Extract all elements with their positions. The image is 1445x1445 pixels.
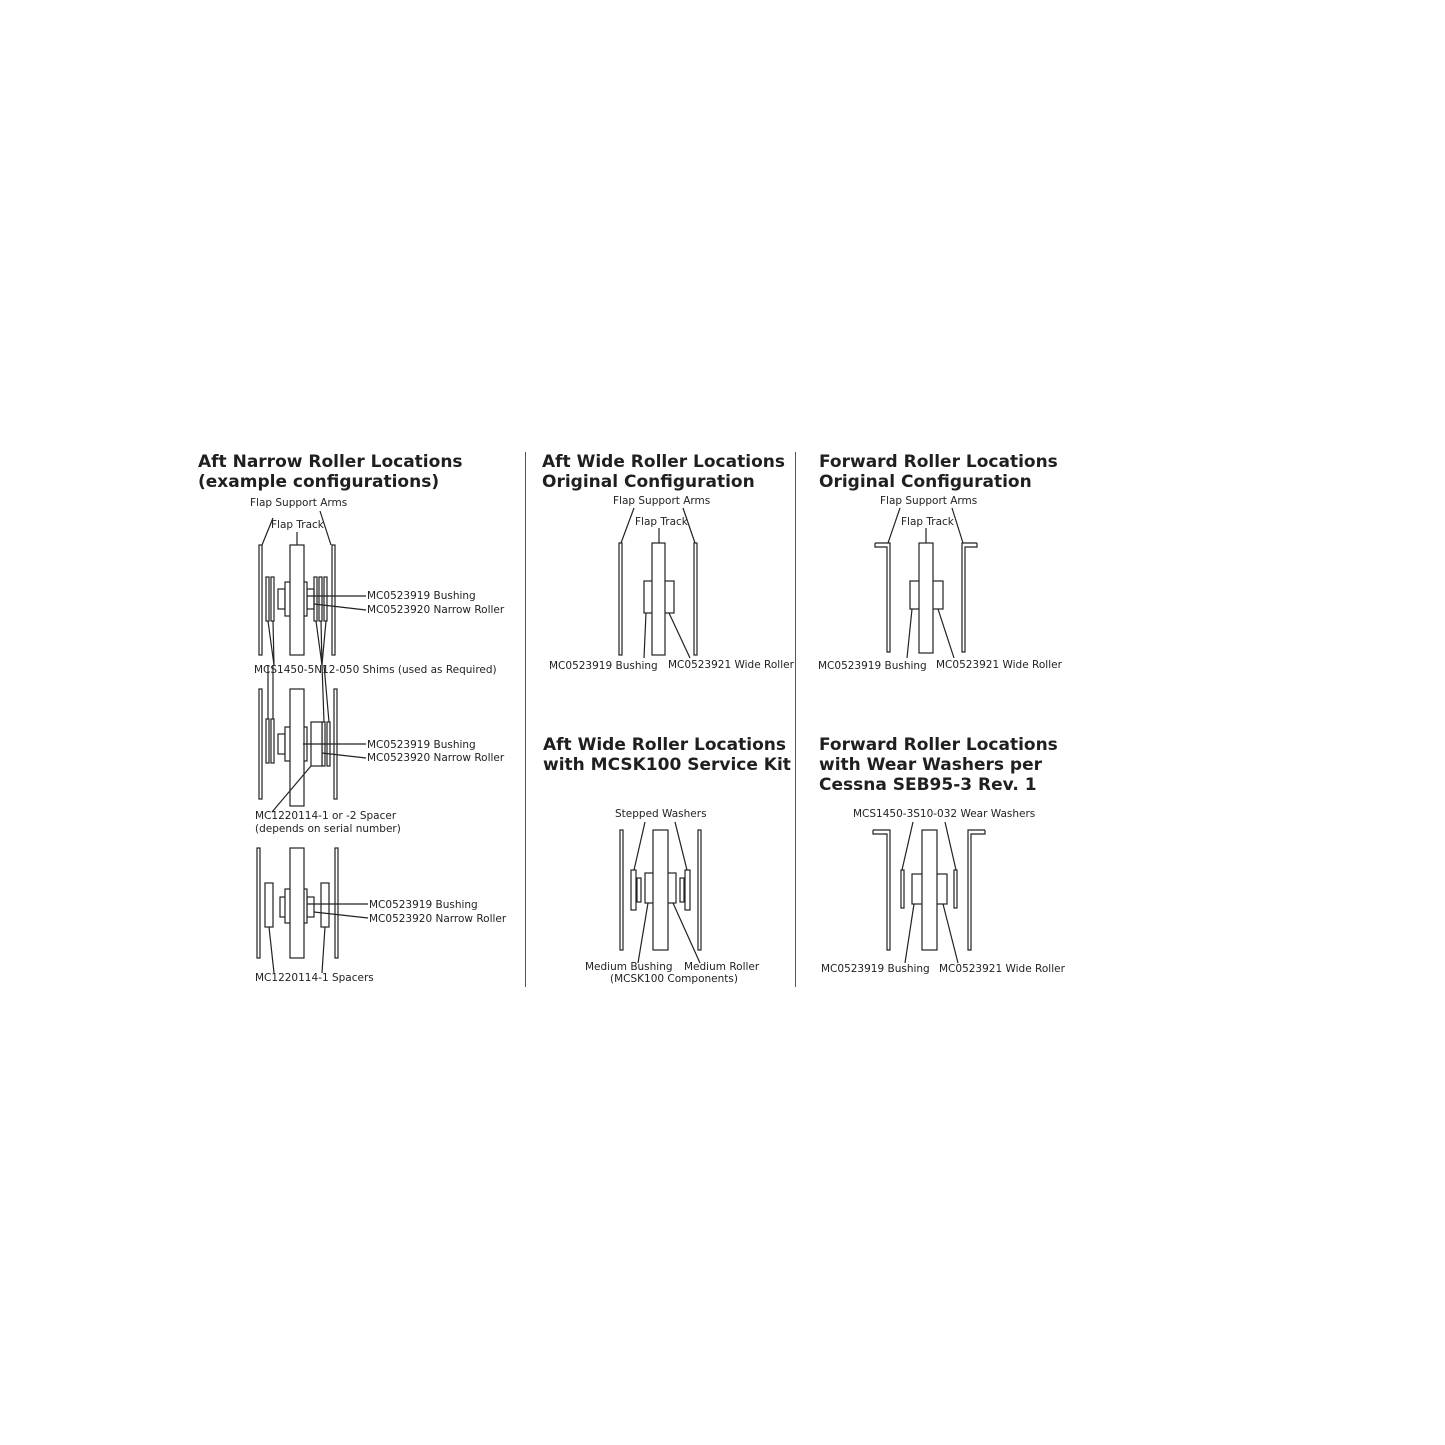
leader (943, 904, 958, 963)
label-bushing: MC0523919 Bushing (818, 660, 927, 672)
flap-support-arm-left (873, 830, 890, 950)
label-medium-bushing: Medium Bushing (585, 961, 673, 973)
forward-washers-title-line3: Cessna SEB95-3 Rev. 1 (819, 775, 1037, 795)
aft-narrow-title-line2: (example configurations) (198, 472, 440, 492)
label-flap-track: Flap Track (901, 516, 954, 528)
narrow-roller (307, 589, 314, 609)
label-bushing: MC0523919 Bushing (549, 660, 658, 672)
aft-narrow-config-2 (259, 665, 366, 812)
stepped-washer (680, 878, 684, 902)
shim (271, 577, 274, 621)
leader (269, 927, 274, 973)
shim (324, 577, 327, 621)
label-c1-bushing: MC0523919 Bushing (367, 590, 476, 602)
flap-support-arm-right (332, 545, 335, 655)
label-kit-components: (MCSK100 Components) (610, 973, 738, 985)
leader (673, 903, 700, 963)
label-wear-washers: MCS1450-3S10-032 Wear Washers (853, 808, 1036, 820)
flap-support-arm-right (968, 830, 985, 950)
aft-wide-original-title-line1: Aft Wide Roller Locations (542, 452, 785, 472)
leader (322, 621, 326, 665)
label-flap-track: Flap Track (635, 516, 688, 528)
label-stepped-washers: Stepped Washers (615, 808, 707, 820)
leader (888, 508, 900, 543)
aft-wide-kit-drawing (620, 822, 701, 963)
leader (322, 927, 325, 973)
label-spacer-line1: MC1220114-1 or -2 Spacer (255, 810, 397, 822)
flap-support-arm-left (257, 848, 260, 958)
label-wide-roller: MC0523921 Wide Roller (936, 659, 1062, 671)
label-c3-roller: MC0523920 Narrow Roller (369, 913, 507, 925)
label-flap-track: Flap Track (271, 519, 324, 531)
leader (905, 904, 914, 963)
wear-washer (901, 870, 904, 908)
leader (938, 609, 954, 658)
aft-wide-kit-title-line1: Aft Wide Roller Locations (543, 735, 786, 755)
leader (322, 753, 366, 758)
wear-washer (954, 870, 957, 908)
shim (266, 577, 269, 621)
label-spacer-line2: (depends on serial number) (255, 823, 401, 835)
flap-support-arm-left (259, 545, 262, 655)
flap-support-arm-right (962, 543, 977, 652)
flap-support-arm-left (875, 543, 890, 652)
forward-washers-title-line1: Forward Roller Locations (819, 735, 1058, 755)
flap-support-arm-right (694, 543, 697, 655)
narrow-roller (278, 589, 285, 609)
aft-wide-original-title-line2: Original Configuration (542, 472, 755, 492)
narrow-roller (307, 897, 314, 917)
label-wide-roller: MC0523921 Wide Roller (668, 659, 794, 671)
flap-track (922, 830, 937, 950)
flap-track (652, 543, 665, 655)
stepped-washer (631, 870, 636, 910)
shim (271, 719, 274, 763)
label-wide-roller: MC0523921 Wide Roller (939, 963, 1065, 975)
forward-original-title-line2: Original Configuration (819, 472, 1032, 492)
flap-support-arm-right (698, 830, 701, 950)
label-shims: MCS1450-5N12-050 Shims (used as Required) (254, 664, 497, 676)
label-spacer (255, 810, 401, 836)
forward-original-drawing (875, 508, 977, 658)
leader (945, 822, 956, 870)
leader (621, 508, 634, 543)
label-c3-bushing: MC0523919 Bushing (369, 899, 478, 911)
aft-narrow-config-3 (257, 848, 368, 973)
label-spacers: MC1220114-1 Spacers (255, 972, 374, 984)
flap-track (653, 830, 668, 950)
leader (907, 609, 912, 658)
leader (669, 613, 690, 658)
label-bushing: MC0523919 Bushing (821, 963, 930, 975)
flap-track (919, 543, 933, 653)
label-c2-bushing: MC0523919 Bushing (367, 739, 476, 751)
forward-washers-drawing (873, 822, 985, 963)
spacer (321, 883, 329, 927)
aft-narrow-config-1 (259, 511, 366, 665)
aft-narrow-title-line1: Aft Narrow Roller Locations (198, 452, 463, 472)
stepped-washer (637, 878, 641, 902)
flap-support-arm-left (259, 689, 262, 799)
leader (638, 903, 648, 963)
label-flap-support-arms: Flap Support Arms (880, 495, 978, 507)
flap-track (290, 545, 304, 655)
flap-support-arm-left (619, 543, 622, 655)
flap-support-arm-left (620, 830, 623, 950)
label-c1-roller: MC0523920 Narrow Roller (367, 604, 505, 616)
label-flap-support-arms: Flap Support Arms (250, 497, 348, 509)
label-flap-support-arms: Flap Support Arms (613, 495, 711, 507)
leader (902, 822, 913, 870)
forward-original-title-line1: Forward Roller Locations (819, 452, 1058, 472)
shim (319, 577, 322, 621)
spacer (265, 883, 273, 927)
narrow-roller (278, 734, 285, 754)
flap-track (290, 848, 304, 958)
label-c2-roller: MC0523920 Narrow Roller (367, 752, 505, 764)
aft-wide-original-drawing (619, 508, 697, 658)
shim (266, 719, 269, 763)
leader (644, 613, 646, 658)
stepped-washer (685, 870, 690, 910)
leader (634, 822, 645, 870)
label-medium-roller: Medium Roller (684, 961, 760, 973)
flap-support-arm-right (335, 848, 338, 958)
aft-wide-kit-title-line2: with MCSK100 Service Kit (543, 755, 791, 775)
leader (675, 822, 687, 870)
forward-washers-title-line2: with Wear Washers per (819, 755, 1043, 775)
